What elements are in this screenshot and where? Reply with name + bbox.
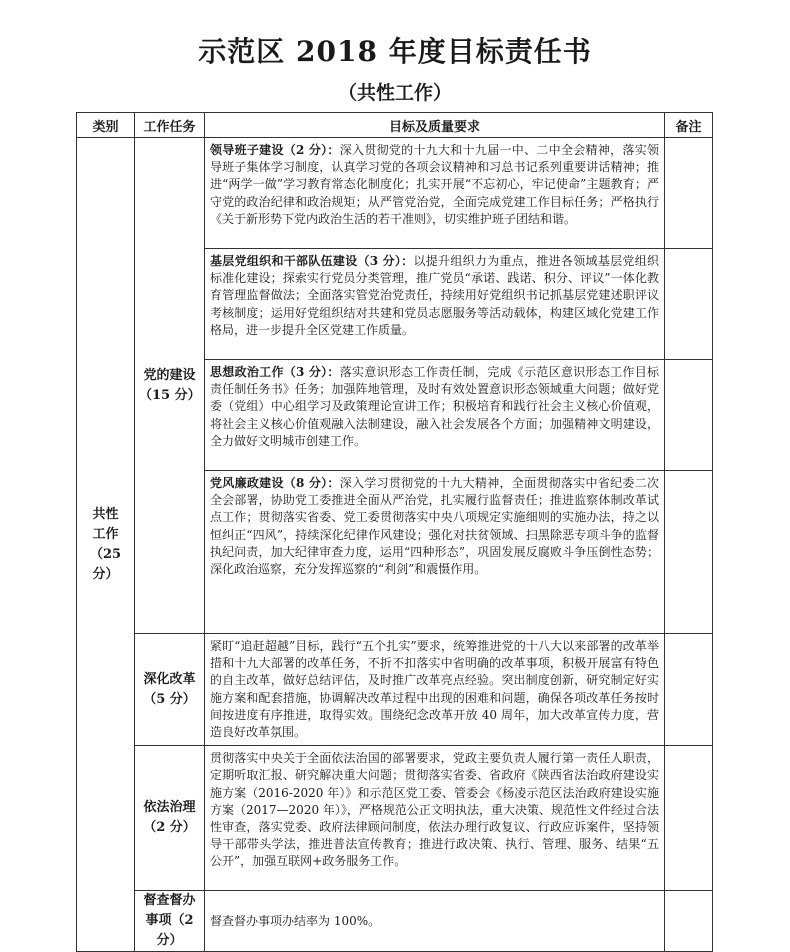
remarks-cell xyxy=(665,746,713,891)
requirement-text: 贯彻落实中央关于全面依法治国的部署要求，党政主要负责人履行第一责任人职责，定期听取汇报、研究解决重大问题；贯彻落实省委、省政府《陕西省法治政府建设实施方案（2016-2020 年）》和示范区党工委、管委会《杨凌示范区法治政府建设实施方案（2017—2020 年）》，严格规范公正文明执法，重大决策、规范性文件经过合法性审查，落实党委、政府法律顾问制度，依法办理行政复议、行政应诉案件，坚持领导干部带头学法，推进普法宣传教育；推进行政决策、执行、管理、服务、结果“五公开”，加强互联网+政务服务工作。 xyxy=(210,751,659,869)
requirement-cell xyxy=(205,891,665,952)
requirement-cell xyxy=(205,634,665,746)
requirement-cell xyxy=(205,249,665,360)
requirement-text: 紧盯“追赶超越”目标，践行“五个扎实”要求，统筹推进党的十八大以来部署的改革举措和十九大部署的改革任务，不折不扣落实中省明确的改革事项，积极开展富有特色的自主改革，做好总结评估，及时推广改革亮点经验。突出制度创新，研究制定好实施方案和配套措施，协调解决改革过程中出现的困难和问题，确保各项改革任务按时间按进度有序推进，取得实效。围绕纪念改革开放 40 周年，加大改革宣传力度，营造良好改革氛围。 xyxy=(210,639,659,740)
requirement-cell xyxy=(205,746,665,891)
task-label-party: 党的建设 （15 分） xyxy=(139,367,201,403)
requirement-cell xyxy=(205,471,665,634)
requirement-text: 落实意识形态工作责任制，完成《示范区意识形态工作目标责任制任务书》任务；加强阵地管理，及时有效处置意识形态领域重大问题；做好党委（党组）中心组学习及政策理论宣讲工作；积极培育和践行社会主义核心价值观，将社会主义核心价值观融入法制建设，融入社会发展各个方面；加强精神文明建设，全力做好文明城市创建工作。 xyxy=(210,365,659,448)
table-row xyxy=(77,634,713,746)
requirement-text: 深入学习贯彻党的十九大精神，全面贯彻落实中省纪委二次全会部署，协助党工委推进全面从严治党，扎实履行监督责任；推进监察体制改革试点工作；贯彻落实省委、党工委贯彻落实中央八项规定实施细则的实施办法，持之以恒纠正“四风”，持续深化纪律作风建设；强化对扶贫领域、扫黑除恶专项斗争的监督执纪问责，加大纪律审查力度，运用“四种形态”，巩固发展反腐败斗争压倒性态势；深化政治巡察，充分发挥巡察的“利剑”和震慑作用。 xyxy=(210,476,659,577)
requirement-heading: 基层党组织和干部队伍建设（3 分）： xyxy=(210,254,414,268)
target-table xyxy=(76,112,713,952)
remarks-cell xyxy=(665,249,713,360)
task-label-law: 依法治理 （2 分） xyxy=(143,800,196,836)
category-cell xyxy=(77,138,135,952)
table-row xyxy=(77,138,713,249)
table-row xyxy=(77,891,713,952)
task-label-reform: 深化改革 （5 分） xyxy=(143,671,196,707)
requirement-text: 以提升组织力为重点，推进各领域基层党组织标准化建设；探索实行党员分类管理，推广党员“承诺、践诺、积分、评议”一体化教育管理监督做法；全面落实管党治党责任，持续用好党组织书记抓基层党建述职评议考核制度；运用好党组织结对共建和党员志愿服务等活动载体，构建区域化党建工作格局，进一步提升全区党建工作质量。 xyxy=(210,254,659,337)
requirement-heading: 党风廉政建设（8 分）： xyxy=(210,476,340,490)
requirement-cell xyxy=(205,138,665,249)
task-cell-supervision xyxy=(135,891,205,952)
remarks-cell xyxy=(665,634,713,746)
remarks-cell xyxy=(665,138,713,249)
remarks-cell xyxy=(665,471,713,634)
table-header-row xyxy=(77,113,713,138)
header-remarks: 备注 xyxy=(665,113,713,138)
requirement-heading: 领导班子建设（2 分）： xyxy=(210,143,340,157)
category-label: 共性 工作 （25 分） xyxy=(89,506,122,582)
requirement-cell xyxy=(205,360,665,471)
header-category: 类别 xyxy=(77,113,135,138)
requirement-heading: 思想政治工作（3 分）： xyxy=(210,365,340,379)
task-cell-reform xyxy=(135,634,205,746)
task-cell-party xyxy=(135,138,205,634)
document-subtitle: （共性工作） xyxy=(337,82,452,104)
document-title: 示范区 2018 年度目标责任书 xyxy=(198,35,592,68)
task-cell-law xyxy=(135,746,205,891)
remarks-cell xyxy=(665,891,713,952)
remarks-cell xyxy=(665,360,713,471)
header-requirements: 目标及质量要求 xyxy=(205,113,665,138)
header-task: 工作任务 xyxy=(135,113,205,138)
requirement-text: 深入贯彻党的十九大和十九届一中、二中全会精神，落实领导班子集体学习制度，认真学习党的各项会议精神和习总书记系列重要讲话精神；推进“两学一做”学习教育常态化制度化；扎实开展“不忘初心，牢记使命”主题教育；严守党的政治纪律和政治规矩；从严管党治党，全面完成党建工作目标任务；严格执行《关于新形势下党内政治生活的若干准则》，切实维护班子团结和谐。 xyxy=(210,143,659,226)
task-label-supervision: 督查督办 事项（2 分） xyxy=(143,893,196,949)
table-row xyxy=(77,746,713,891)
requirement-text: 督查督办事项办结率为 100%。 xyxy=(210,913,381,928)
